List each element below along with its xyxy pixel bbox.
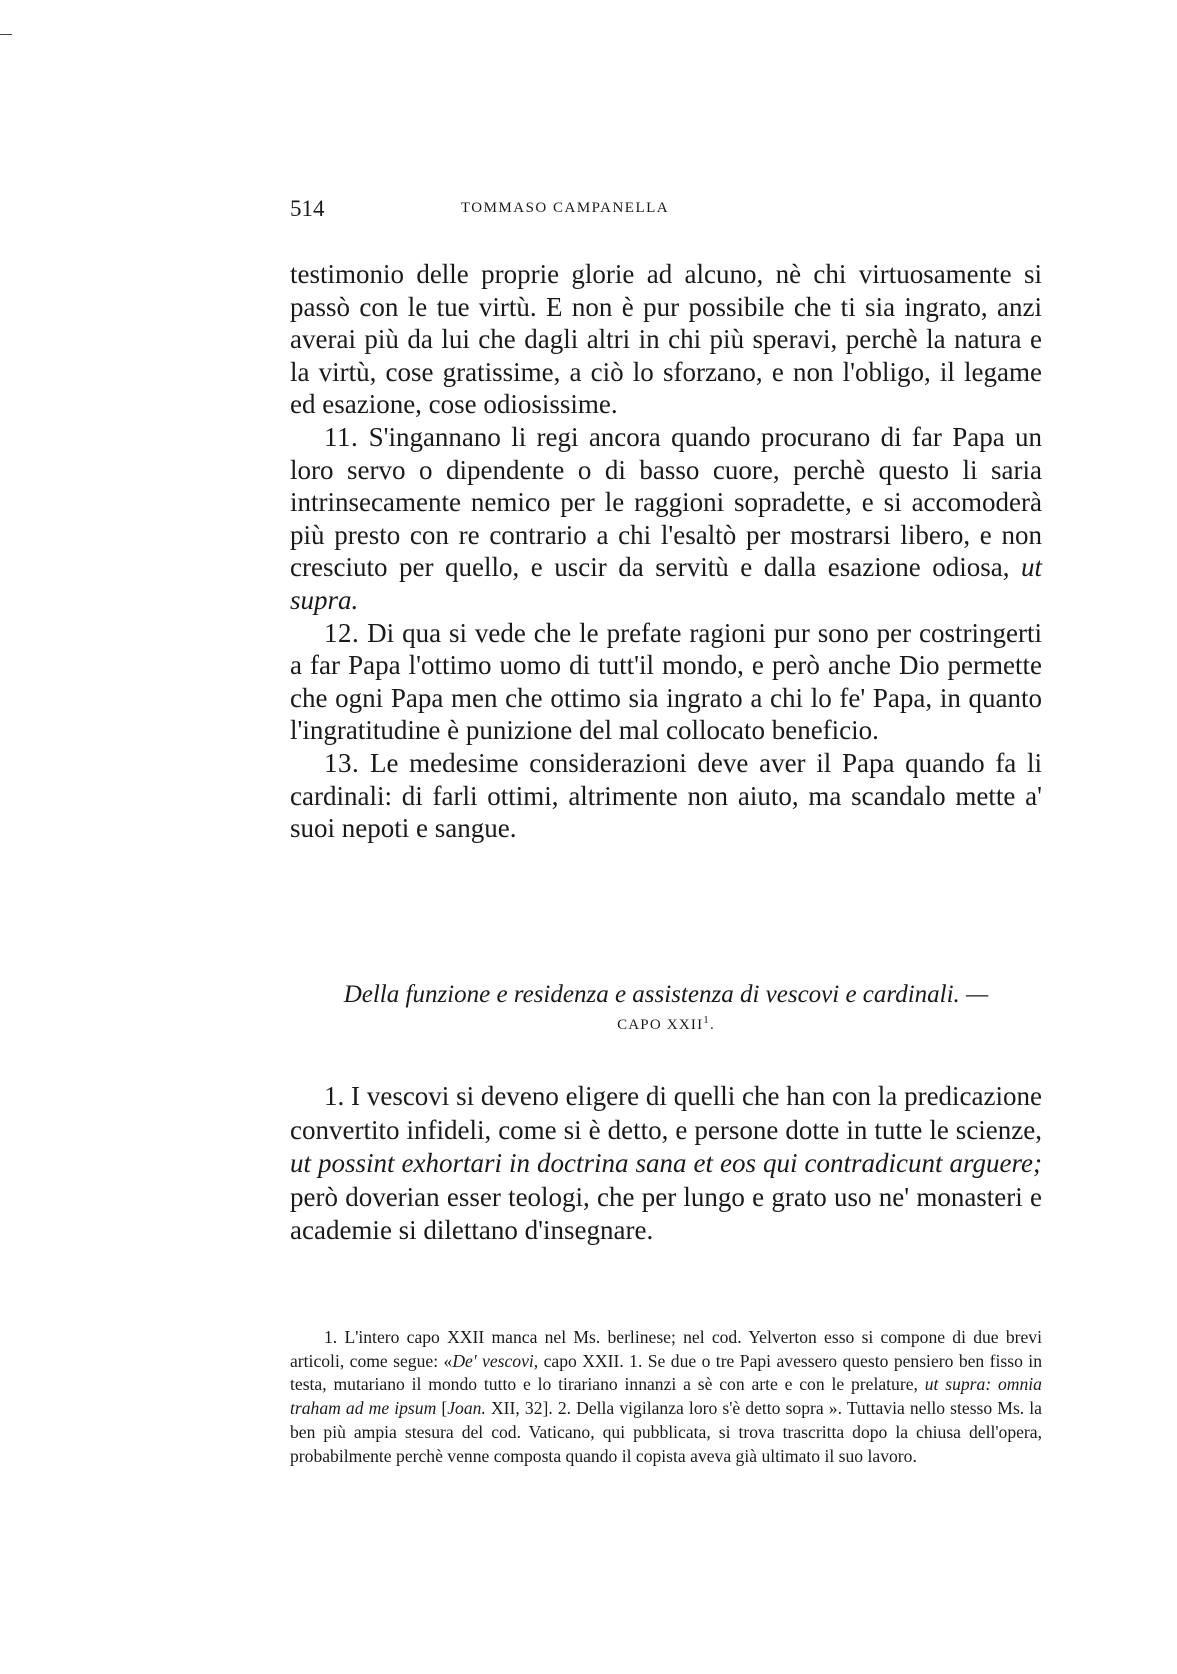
paragraph-number: 11. [324, 421, 359, 452]
main-text [290, 258, 1042, 845]
footnote [290, 1326, 1042, 1468]
footnote-number: 1. [324, 1327, 338, 1347]
chapter-paragraph-1: 1. I vescovi si deveno eligere di quelli che han con la predicazione convertito infideli, come si è detto, e persone dotte in tutte le scienze, ut possint exhortari in doctrina sana et eos qui contradicunt arguere; però doverian esser teologi, che per lungo e grato uso ne' monasteri e academie si dilettano d'insegnare. [290, 1081, 1042, 1245]
page-number: 514 [290, 196, 325, 221]
paragraph-number: 13. [324, 747, 360, 778]
paragraph-number: 12. [324, 617, 360, 648]
paragraph-11: 11. S'ingannano li regi ancora quando procurano di far Papa un loro servo o dipendente o di basso cuore, perchè questo li saria intrinsecamente nemico per le raggioni sopradette, e si accomoderà più presto con re contrario a chi l'esaltò per mostrarsi libero, e non cresciuto per quello, e uscir da servitù e dalla esazione odiosa, ut supra. [290, 421, 1043, 615]
italic-phrase: ut possint exhortari in doctrina sana et eos qui contradicunt arguere; [290, 1148, 1042, 1178]
running-title: TOMMASO CAMPANELLA [460, 200, 670, 216]
chapter-title: Della funzione e residenza e assistenza di vescovi e cardinali. — [343, 981, 989, 1008]
page-header [290, 196, 840, 222]
chapter-heading [290, 980, 1042, 1034]
chapter-text [290, 1080, 1042, 1248]
paragraph-number: 1. [324, 1081, 345, 1111]
paragraph-continued: testimonio delle proprie glorie ad alcuno, nè chi virtuosamente si passò con le tue virtù. E non è pur possibile che ti sia ingrato, anzi averai più da lui che dagli altri in chi più speravi, perchè la natura e la virtù, cose gratissime, a ciò lo sforzano, e non l'obligo, il legame ed esazione, cose odiosissime. [290, 259, 1042, 420]
paragraph-13: 13. Le medesime considerazioni deve aver il Papa quando fa li cardinali: di farli ottimi, altrimente non aiuto, ma scandalo mette a' suoi nepoti e sangue. [290, 747, 1042, 844]
scan-edge-mark [0, 34, 12, 35]
footnote-ref: 1 [703, 1014, 710, 1026]
chapter-label: CAPO XXII$^1$. [617, 1014, 715, 1033]
footnote-paragraph: 1. L'intero capo XXII manca nel Ms. berlinese; nel cod. Yelverton esso si compone di due brevi articoli, come segue: «De' vescovi, capo XXII. 1. Se due o tre Papi avessero questo pensiero ben fisso in testa, mutariano il mondo tutto e lo tirariano innanzi a sè con arte e con le prelature, ut supra: omnia traham ad me ipsum [Joan. XII, 32]. 2. Della vigilanza loro s'è detto sopra ». Tuttavia nello stesso Ms. la ben più ampia stesura del cod. Vaticano, qui pubblicata, si trova trascritta dopo la chiusa dell'opera, probabilmente perchè venne composta quando il copista aveva già ultimato il suo lavoro. [290, 1327, 1042, 1466]
paragraph-12: 12. Di qua si vede che le prefate ragioni pur sono per costringerti a far Papa l'ottimo uomo di tutt'il mondo, e però anche Dio permette che ogni Papa men che ottimo sia ingrato a chi lo fe' Papa, in quanto l'ingratitudine è punizione del mal collocato beneficio. [290, 617, 1043, 746]
italic-phrase: ut supra. [290, 552, 1043, 615]
